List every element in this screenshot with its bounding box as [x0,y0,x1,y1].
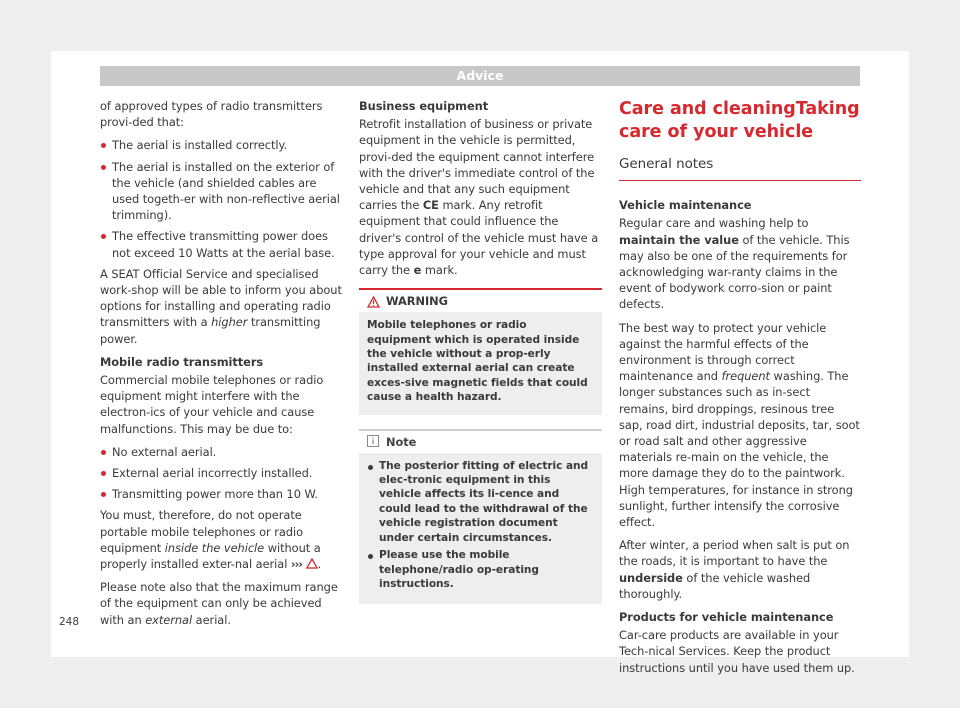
warning-header: WARNING [359,288,602,312]
section-title: General notes [619,156,861,181]
column-left [100,98,342,635]
maintenance-paragraph: Regular care and washing help to maintain the value of the vehicle. This may also be one of the requirements for acknowledging war-ranty claims in the event of bodywork corro-sion or paint defects. [619,216,850,312]
note-header: Note [359,429,602,453]
page-number: 248 [59,616,80,628]
note-item: Please use the mobile telephone/radio op-erating instructions. [367,548,594,591]
must-paragraph: You must, therefore, do not operate portable mobile telephones or radio equipment inside the vehicle without a properly installed exter-nal aerial ››› . [100,508,322,572]
cause-item: Transmitting power more than 10 W. [100,486,342,502]
cause-item: External aerial incorrectly installed. [100,465,342,481]
business-heading: Business equipment [359,99,489,113]
warning-icon [367,296,380,308]
info-icon [367,435,379,447]
header-band: Advice [100,66,860,86]
e-mark: e [413,263,422,278]
note-item: The posterior fitting of electric and elec-tronic equipment in this vehicle affects its li-cence and could lead to the withdrawal of the vehicle registration document under certain circumstances. [367,459,594,545]
ce-mark: CE [422,198,439,213]
note-body [359,453,602,605]
column-middle [359,98,602,604]
mobile-text: Commercial mobile telephones or radio equipment might interfere with the electron-ics of your vehicle and cause malfunctions. This may be due to: [100,373,324,436]
service-paragraph: A SEAT Official Service and specialised work-shop will be able to inform you about options for installing and operating radio transmitters with a higher transmitting power. [100,266,342,346]
condition-item: The aerial is installed correctly. [100,137,342,153]
note-box [359,429,602,605]
products-heading: Products for vehicle maintenance [619,610,834,625]
cross-reference-arrows[interactable]: ››› [290,557,303,572]
condition-item: The aerial is installed on the exterior of the vehicle (and shielded cables are used togeth-er with non-reflective aerial trimming). [100,159,342,224]
warning-text: Mobile telephones or radio equipment which is operated inside the vehicle without a prop-erly installed external aerial can create exces-sive magnetic fields that could cause a health hazard. [367,319,588,404]
condition-item: The effective transmitting power does not exceed 10 Watts at the aerial base. [100,228,342,260]
chapter-title: Care and cleaningTaking care of your vehicle [619,99,860,142]
protect-paragraph: The best way to protect your vehicle against the harmful effects of the environment is through correct maintenance and frequent washing. The longer substances such as in-sect remains, bird droppings, resinous tree sap, road dirt, industrial deposits, tar, soot or road salt and other aggressive materials re-main on the vehicle, the more damage they do to the paintwork. High temperatures, for instance in strong sunlight, further intensify the corrosive effect. [619,320,860,530]
winter-paragraph: After winter, a period when salt is put on the roads, it is important to have the underside of the vehicle washed thoroughly. [619,538,850,601]
mobile-heading: Mobile radio transmitters [100,354,264,369]
products-text: Car-care products are available in your Tech-nical Services. Keep the product instructions until you have used them up. [619,628,855,675]
warning-box [359,288,602,414]
cause-item: No external aerial. [100,444,342,460]
column-right [619,98,861,683]
business-paragraph: Retrofit installation of business or private equipment in the vehicle is permitted, provi-ded the equipment cannot interfere with the driver's immediate control of the vehicle and that any such equipment carries the CE mark. Any retrofit equipment that could influence the driver's control of the vehicle must have a type approval for your vehicle and must carry the e mark. [359,117,599,278]
warning-icon [306,558,318,569]
intro-text: of approved types of radio transmitters provi-ded that: [100,99,323,130]
maintenance-heading: Vehicle maintenance [619,198,752,213]
range-paragraph: Please note also that the maximum range of the equipment can only be achieved with an external aerial. [100,580,338,627]
